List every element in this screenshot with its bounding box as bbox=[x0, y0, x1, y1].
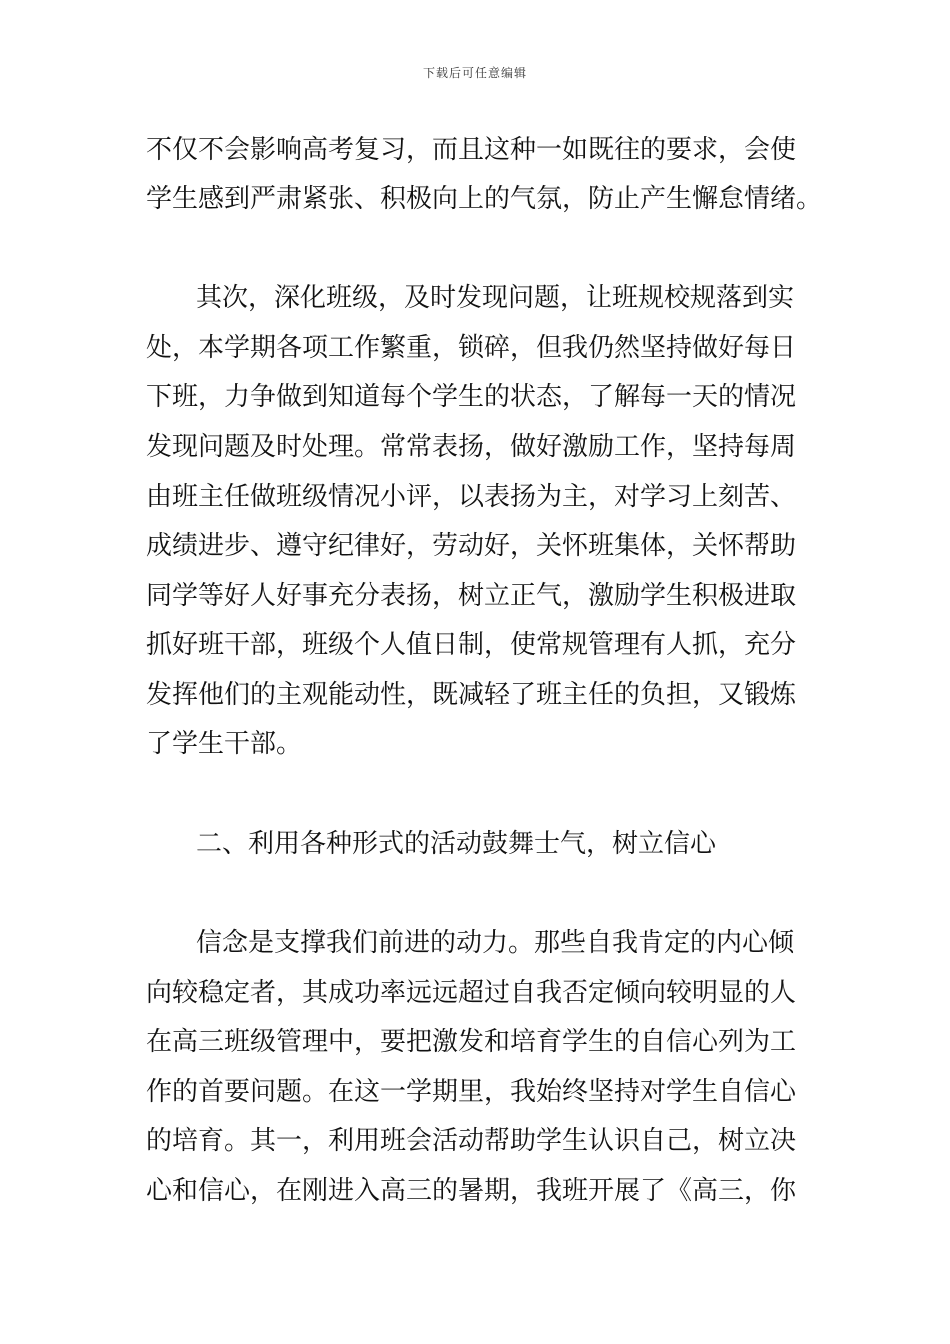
paragraph-2-line-5: 由班主任做班级情况小评，以表扬为主，对学习上刻苦、 bbox=[146, 482, 797, 512]
page-header: 下载后可任意编辑 bbox=[422, 66, 527, 80]
paragraph-3-line-6: 心和信心，在刚进入高三的暑期，我班开展了《高三，你 bbox=[146, 1176, 797, 1206]
paragraph-2-line-10: 了学生干部。 bbox=[146, 729, 303, 759]
paragraph-2-line-3: 下班，力争做到知道每个学生的状态，了解每一天的情况 bbox=[146, 382, 797, 412]
section-heading: 二、利用各种形式的活动鼓舞士气，树立信心 bbox=[196, 829, 717, 859]
paragraph-2-line-8: 抓好班干部，班级个人值日制，使常规管理有人抓，充分 bbox=[146, 630, 797, 660]
paragraph-2-line-7: 同学等好人好事充分表扬，树立正气，激励学生积极进取 bbox=[146, 581, 797, 611]
paragraph-2-line-9: 发挥他们的主观能动性，既减轻了班主任的负担，又锻炼 bbox=[146, 680, 797, 710]
paragraph-2-line-6: 成绩进步、遵守纪律好，劳动好，关怀班集体，关怀帮助 bbox=[146, 531, 797, 561]
paragraph-1-line-2: 学生感到严肃紧张、积极向上的气氛，防止产生懈怠情绪。 bbox=[146, 184, 823, 214]
paragraph-3-line-1: 信念是支撑我们前进的动力。那些自我肯定的内心倾 bbox=[196, 928, 795, 958]
paragraph-2-line-4: 发现问题及时处理。常常表扬，做好激励工作，坚持每周 bbox=[146, 432, 797, 462]
paragraph-1-line-1: 不仅不会影响高考复习，而且这种一如既往的要求，会使 bbox=[146, 135, 797, 165]
paragraph-3-line-2: 向较稳定者，其成功率远远超过自我否定倾向较明显的人 bbox=[146, 978, 797, 1008]
paragraph-3-line-3: 在高三班级管理中，要把激发和培育学生的自信心列为工 bbox=[146, 1027, 797, 1057]
paragraph-3-line-5: 的培育。其一，利用班会活动帮助学生认识自己，树立决 bbox=[146, 1126, 797, 1156]
paragraph-3-line-4: 作的首要问题。在这一学期里，我始终坚持对学生自信心 bbox=[146, 1077, 797, 1107]
paragraph-2-line-2: 处，本学期各项工作繁重，锁碎，但我仍然坚持做好每日 bbox=[146, 333, 797, 363]
paragraph-2-line-1: 其次，深化班级，及时发现问题，让班规校规落到实 bbox=[196, 283, 795, 313]
